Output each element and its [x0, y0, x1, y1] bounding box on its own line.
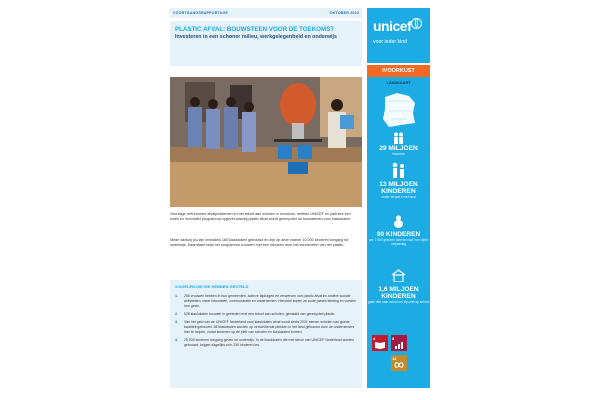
stat-inhabitants: 29 MILJOEN inwoners — [379, 145, 418, 156]
hero-photo — [170, 77, 362, 207]
growth-icon — [394, 341, 404, 349]
country-badge: IVOORKUST — [367, 65, 430, 77]
people-icon — [392, 132, 405, 144]
school-icon — [391, 269, 406, 282]
unicef-globe-icon — [411, 18, 422, 29]
goals-list — [175, 294, 359, 351]
list-item: 3. Van het geld van de UNICEF Nederland voor klaslokalen afval wordt sinds 2021 stenen scholen van goede kwaliteit gebouwd. 65 klaslokalen worden op verschillende plekken in het land gebouwd door de ondernemers hier te helpen, zodat kinderen op de plek van scholen en klaslokalen komen. — [175, 320, 355, 334]
sdg-12-badge: 12 — [391, 355, 407, 371]
page-title: PLASTIC AFVAL: BOUWSTEEN VOOR DE TOEKOMST — [175, 26, 335, 33]
list-item: 4. 25.000 kinderen toegang geven tot onderwijs. In de klaslokalen die met steun van UNICEF Nederland worden gebouwd, krijgen dagelijks zo'n 250 kinderen les. — [175, 338, 355, 347]
goals-title: 3 DOELEN DIE WE HEBBEN GESTELD — [175, 284, 249, 289]
book-icon — [375, 341, 385, 349]
photo-caption: Voorzage heft enorme afvalproblemen en het tekort aan scholen in Ivoorkust, hebben UNICEF en partners een uniek en innovatief programma opgezet waarbij plastic afval wordt gerecycled tot bouwstenen voor klaslokalen. — [170, 212, 352, 221]
ivory-coast-map-icon — [379, 91, 419, 129]
sdg-4-badge: 4 — [372, 335, 388, 351]
stat-child-mortality: 90 KINDEREN per 1.000 geboren sterven voor hun vijfde verjaardag — [368, 231, 428, 246]
unicef-logo-panel — [367, 8, 430, 63]
sidebar-label: LANDKAART — [386, 81, 411, 85]
report-type-label: VOORTGANGSRAPPORTAGE — [173, 11, 229, 15]
stat-children: 13 MILJOEN KINDEREN onder 18 jaar in het land — [379, 181, 418, 199]
page-subtitle: Investeren in een schoner milieu, werkgelegenheid en onderwijs — [175, 33, 337, 40]
report-header-bar — [170, 8, 362, 18]
report-page — [170, 8, 430, 393]
report-date-label: OKTOBER 2023 — [329, 11, 359, 15]
unicef-tagline: voor ieder kind — [373, 39, 408, 45]
unicef-logo: unicef — [373, 18, 412, 34]
list-item: 1. 250 vrouwen hebben in hun gemeenten, actieve bijdragen en verwerven van plastic afval en andere sociale activiteiten, meer inkomsten, communicatie en ondernemen. Hierdoor kopen ze oude plastic kleding en voeden hun gezin. — [175, 294, 356, 308]
stat-out-of-school: 1,6 MILJOEN KINDEREN gaan niet naar school en zijn niet op school — [367, 286, 430, 304]
children-icon — [390, 162, 407, 178]
list-item: 2. 528 klaslokalen bouwen in gebieden met een tekort aan scholen, gemaakt van gerecycled plastic. — [175, 311, 336, 316]
baby-icon — [392, 215, 405, 228]
body-text: Mede dankzij jou zijn inmiddels 160 klaslokalen gebouwd en zijn op deze manier 10.000 kinderen toegang tot onderwijs. Daarnaast helpt het programma vrouwen met een inkomen door het verzamelen van het plastic. — [170, 238, 349, 247]
sdg-8-badge: 8 — [391, 335, 407, 351]
infinity-icon — [394, 361, 404, 369]
facts-sidebar — [367, 77, 430, 388]
